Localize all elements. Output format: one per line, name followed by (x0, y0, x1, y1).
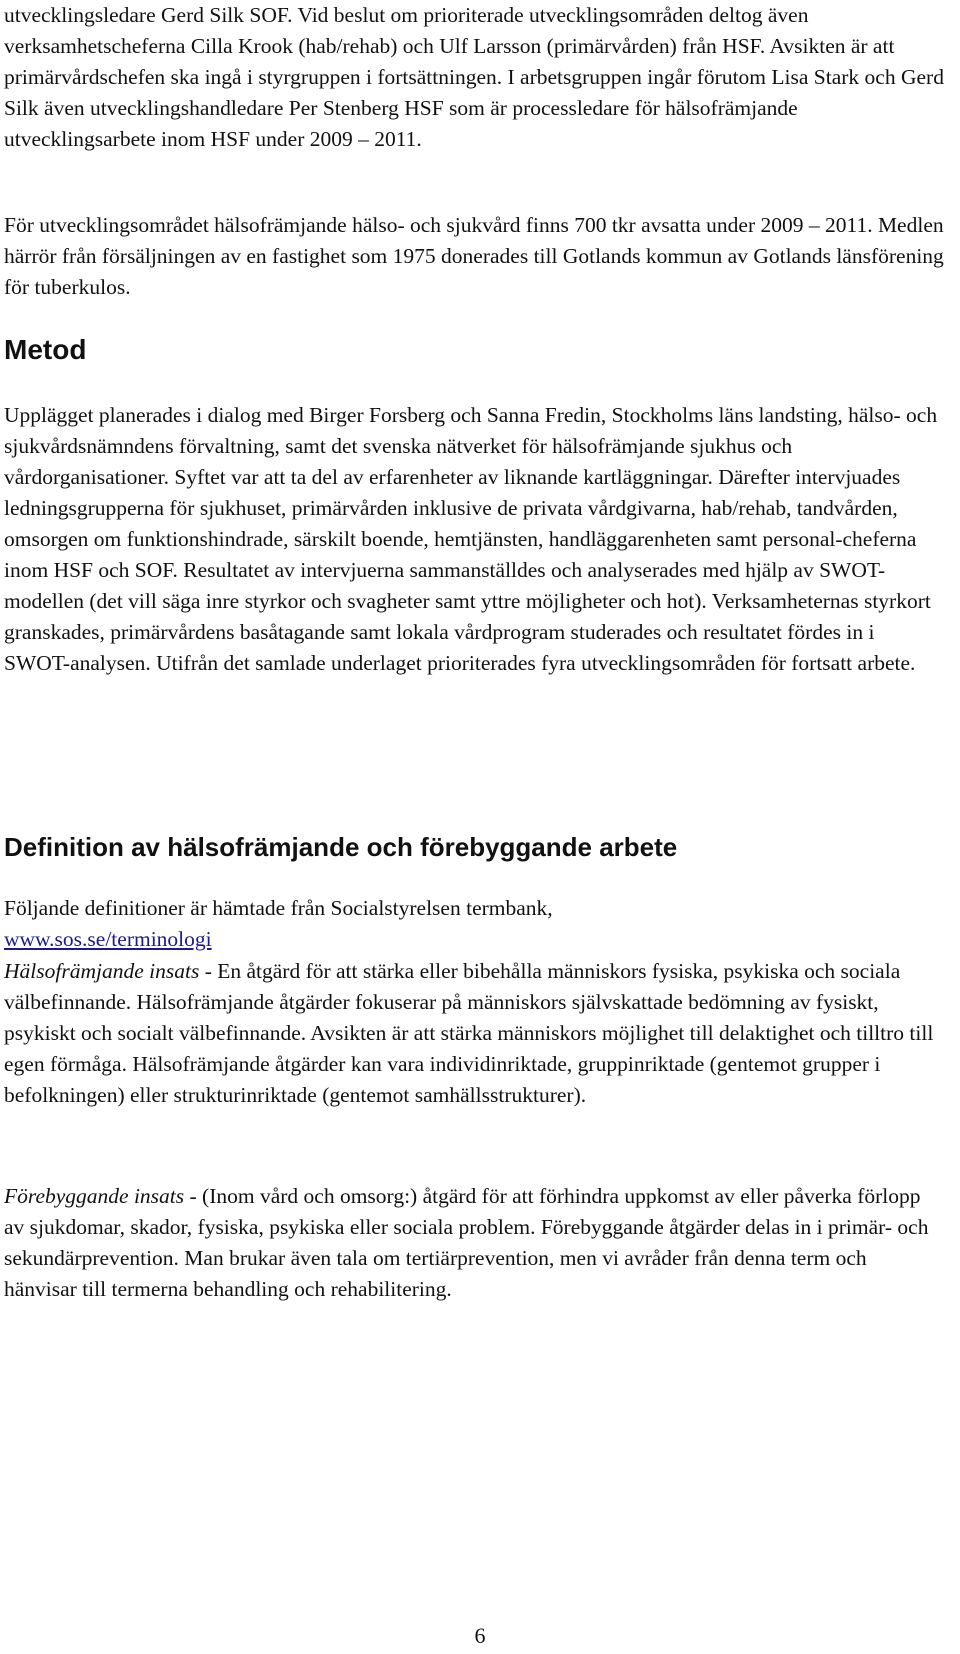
halsofrämjande-term: Hälsofrämjande insats (4, 959, 200, 983)
forebyggande-text: - (Inom vård och omsorg:) åtgärd för att förhindra uppkomst av eller påverka förlopp av sjukdomar, skador, fysiska, psykiska eller sociala problem. Förebyggande åtgärder delas in i primär- och sekundärprevention. Man brukar även tala om tertiärprevention, men vi avråder från denna term och hänvisar till termerna behandling och rehabilitering. (4, 1184, 929, 1301)
definition-intro-text: Följande definitioner är hämtade från Socialstyrelsen termbank, (4, 896, 553, 920)
halsofrämjande-text: - En åtgärd för att stärka eller bibehålla människors fysiska, psykiska och sociala välbefinnande. Hälsofrämjande åtgärder fokuserar på människors självskattade bedömning av fysiskt, psykiskt och socialt välbefinnande. Avsikten är att stärka människors möjlighet till delaktighet och tilltro till egen förmåga. Hälsofrämjande åtgärder kan vara individinriktade, gruppinriktade (gentemot grupper i befolkningen) eller strukturinriktade (gentemot samhällsstrukturer). (4, 959, 934, 1107)
halsofrämjande-definition (4, 956, 944, 1111)
definition-intro-paragraph (4, 893, 944, 955)
page-number: 6 (474, 1623, 486, 1648)
forebyggande-term: Förebyggande insats (4, 1184, 185, 1208)
metod-paragraph: Upplägget planerades i dialog med Birger Forsberg och Sanna Fredin, Stockholms läns landsting, hälso- och sjukvårdsnämndens förvaltning, samt det svenska nätverket för hälsofrämjande sjukhus och vårdorganisationer. Syftet var att ta del av erfarenheter av liknande kartläggningar. Därefter intervjuades ledningsgrupperna för sjukhuset, primärvården inklusive de privata vårdgivarna, hab/rehab, tandvården, omsorgen om funktionshindrade, särskilt boende, hemtjänsten, handläggarenheten samt personal-cheferna inom HSF och SOF. Resultatet av intervjuerna sammanställdes och analyserades med hjälp av SWOT-modellen (det vill säga inre styrkor och svagheter samt yttre möjligheter och hot). Verksamheternas styrkort granskades, primärvårdens basåtagande samt lokala vårdprogram studerades och resultatet fördes in i SWOT-analysen. Utifrån det samlade underlaget prioriterades fyra utvecklingsområden för fortsatt arbete. (4, 403, 938, 675)
terminology-link[interactable]: www.sos.se/terminologi (4, 927, 212, 951)
metod-heading: Metod (4, 334, 87, 365)
forebyggande-definition (4, 1181, 944, 1305)
intro-paragraph: utvecklingsledare Gerd Silk SOF. Vid beslut om prioriterade utvecklingsområden deltog även verksamhetscheferna Cilla Krook (hab/rehab) och Ulf Larsson (primärvården) från HSF. Avsikten är att primärvårdschefen ska ingå i styrgruppen i fortsättningen. I arbetsgruppen ingår förutom Lisa Stark och Gerd Silk även utvecklingshandledare Per Stenberg HSF som är processledare för hälsofrämjande utvecklingsarbete inom HSF under 2009 – 2011. (4, 3, 944, 151)
funds-paragraph: För utvecklingsområdet hälsofrämjande hälso- och sjukvård finns 700 tkr avsatta under 2009 – 2011. Medlen härrör från försäljningen av en fastighet som 1975 donerades till Gotlands kommun av Gotlands länsförening för tuberkulos. (4, 213, 944, 299)
definition-heading: Definition av hälsofrämjande och förebyggande arbete (4, 832, 678, 862)
